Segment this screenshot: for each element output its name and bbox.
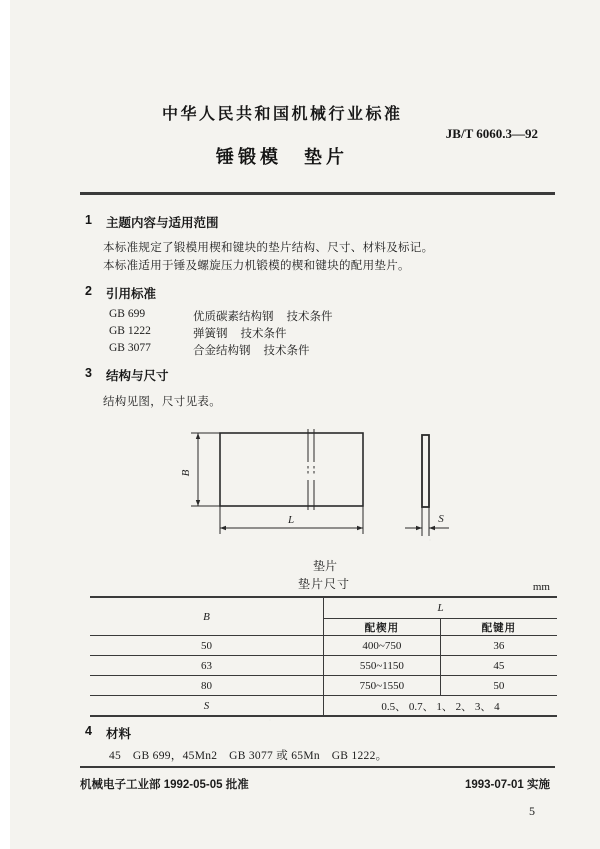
scanned-page	[10, 0, 600, 849]
reference-name: 弹簧钢	[193, 328, 228, 340]
shim-technical-drawing	[178, 426, 518, 551]
table-caption: 垫片尺寸	[298, 577, 351, 591]
cell-s-label: S	[90, 696, 324, 717]
cell-key: 36	[440, 636, 557, 656]
page-number: 5	[529, 804, 535, 818]
cell-key: 45	[440, 656, 557, 676]
arrowhead	[196, 500, 200, 506]
document-title: 锤锻模 垫片	[216, 147, 348, 167]
section-4-paragraph: 45 GB 699，45Mn2 GB 3077 或 65Mn GB 1222。	[109, 750, 388, 762]
section-3-number: 3	[85, 366, 92, 380]
table-row	[90, 656, 557, 676]
dimension-b-lines	[191, 433, 220, 506]
reference-item	[109, 342, 310, 358]
cell-wedge: 550~1150	[324, 656, 441, 676]
standard-org-title: 中华人民共和国机械行业标准	[162, 106, 403, 123]
table-header-key: 配键用	[440, 619, 557, 636]
arrowhead	[220, 526, 226, 530]
table-row	[90, 676, 557, 696]
footer-rule	[80, 766, 555, 768]
plate-side-outline	[422, 435, 429, 507]
cell-wedge: 400~750	[324, 636, 441, 656]
section-2-title: 引用标准	[105, 287, 156, 301]
table-header-wedge: 配楔用	[324, 619, 441, 636]
section-1-heading	[85, 213, 218, 231]
break-lines	[308, 429, 314, 510]
table-row	[90, 636, 557, 656]
dimension-s-label: S	[438, 513, 444, 525]
section-3-paragraph: 结构见图，尺寸见表。	[103, 396, 221, 408]
section-4-number: 4	[85, 724, 92, 738]
reference-code: GB 1222	[109, 325, 151, 337]
reference-condition: 技术条件	[240, 328, 287, 340]
arrowhead	[196, 433, 200, 439]
reference-code: GB 699	[109, 308, 146, 320]
header-rule	[80, 192, 555, 195]
table-header-l: L	[324, 597, 558, 619]
section-1-number: 1	[85, 213, 92, 227]
section-3-heading	[85, 366, 168, 384]
plate-outline	[220, 433, 363, 506]
cell-wedge: 750~1550	[324, 676, 441, 696]
section-1-paragraph-2: 本标准适用于锤及螺旋压力机锻模的楔和键块的配用垫片。	[103, 260, 410, 272]
dimension-b-label: B	[180, 469, 192, 477]
shim-dimension-table	[90, 596, 557, 717]
reference-condition: 技术条件	[286, 311, 333, 323]
section-2-number: 2	[85, 284, 92, 298]
cell-b: 63	[90, 656, 324, 676]
arrowhead	[429, 526, 435, 530]
arrowhead	[357, 526, 363, 530]
table-row-s	[90, 696, 557, 717]
cell-s-values: 0.5、 0.7、 1、 2、 3、 4	[324, 696, 558, 717]
implementation-note: 1993-07-01 实施	[464, 779, 550, 791]
reference-name: 优质碳素结构钢	[193, 311, 274, 323]
reference-item	[109, 325, 287, 341]
standard-number: JB/T 6060.3—92	[445, 126, 538, 141]
reference-condition: 技术条件	[263, 345, 310, 357]
section-4-heading	[85, 724, 131, 742]
table-header-b: B	[203, 610, 210, 623]
cell-b: 50	[90, 636, 324, 656]
section-3-title: 结构与尺寸	[105, 369, 169, 383]
cell-key: 50	[440, 676, 557, 696]
section-1-title: 主题内容与适用范围	[105, 216, 219, 230]
arrowhead	[416, 526, 422, 530]
table-unit: mm	[532, 581, 550, 593]
figure-caption: 垫片	[312, 559, 337, 573]
section-4-title: 材料	[105, 727, 131, 741]
section-2-heading	[85, 284, 156, 302]
reference-code: GB 3077	[109, 342, 151, 354]
reference-item	[109, 308, 333, 324]
dimension-l-label: L	[287, 514, 295, 526]
cell-b: 80	[90, 676, 324, 696]
reference-name: 合金结构钢	[193, 345, 251, 357]
section-1-paragraph-1: 本标准规定了锻模用楔和键块的垫片结构、尺寸、材料及标记。	[103, 242, 434, 254]
approval-note: 机械电子工业部 1992-05-05 批准	[80, 779, 249, 791]
